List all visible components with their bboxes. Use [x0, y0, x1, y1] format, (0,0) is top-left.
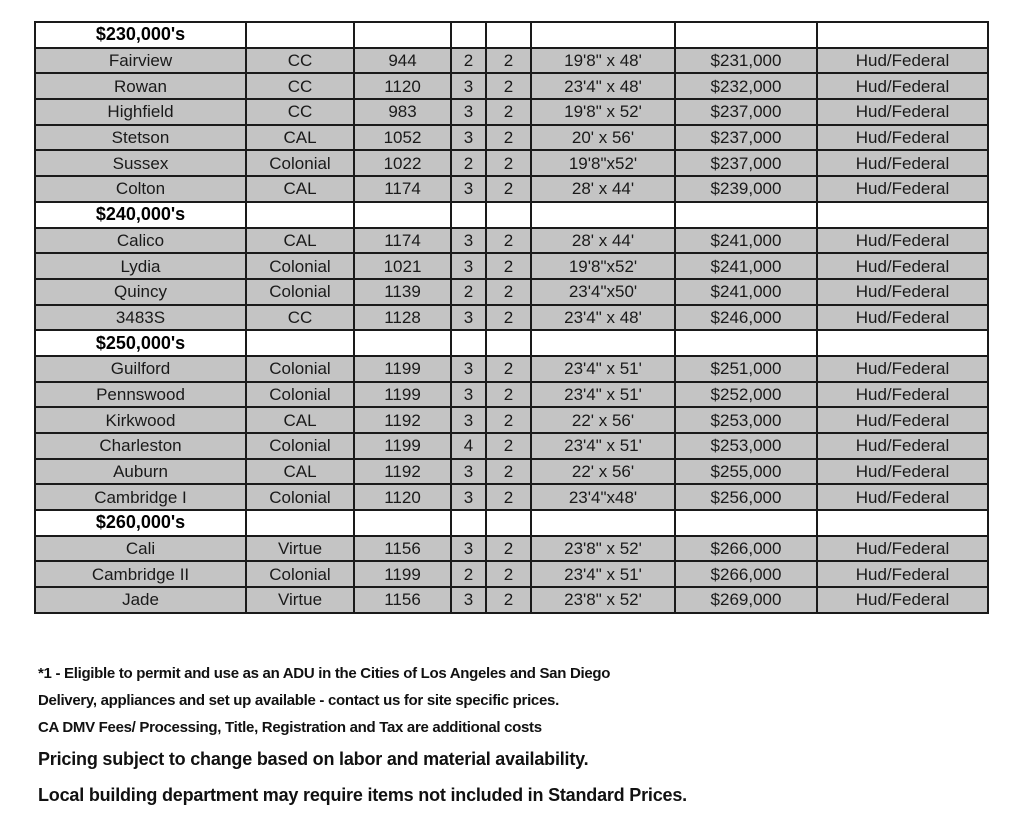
empty-cell	[451, 330, 486, 356]
bedrooms: 3	[451, 99, 486, 125]
square-feet: 1192	[354, 459, 451, 485]
square-feet: 1199	[354, 382, 451, 408]
square-feet: 1174	[354, 176, 451, 202]
price: $232,000	[675, 73, 817, 99]
footnotes	[38, 660, 998, 813]
empty-cell	[817, 202, 988, 228]
square-feet: 1052	[354, 125, 451, 151]
dimensions: 23'4"x48'	[531, 484, 675, 510]
code: Hud/Federal	[817, 176, 988, 202]
price: $241,000	[675, 279, 817, 305]
dimensions: 23'8" x 52'	[531, 536, 675, 562]
empty-cell	[246, 22, 354, 48]
bedrooms: 3	[451, 587, 486, 613]
dimensions: 28' x 44'	[531, 228, 675, 254]
empty-cell	[675, 22, 817, 48]
bedrooms: 3	[451, 382, 486, 408]
builder: CC	[246, 73, 354, 99]
bathrooms: 2	[486, 279, 531, 305]
price: $239,000	[675, 176, 817, 202]
bathrooms: 2	[486, 484, 531, 510]
empty-cell	[486, 22, 531, 48]
builder: Colonial	[246, 356, 354, 382]
dimensions: 23'4" x 48'	[531, 73, 675, 99]
footnote-building-dept: Local building department may require items not included in Standard Prices.	[38, 785, 687, 805]
dimensions: 23'4" x 51'	[531, 356, 675, 382]
bedrooms: 3	[451, 73, 486, 99]
code: Hud/Federal	[817, 536, 988, 562]
model-name: Colton	[35, 176, 246, 202]
model-name: Calico	[35, 228, 246, 254]
empty-cell	[817, 22, 988, 48]
table-row	[35, 279, 988, 305]
bathrooms: 2	[486, 228, 531, 254]
table-row	[35, 561, 988, 587]
table-row	[35, 125, 988, 151]
dimensions: 19'8"x52'	[531, 150, 675, 176]
table-row	[35, 356, 988, 382]
square-feet: 1128	[354, 305, 451, 331]
bedrooms: 2	[451, 48, 486, 74]
footnote-delivery: Delivery, appliances and set up available - contact us for site specific prices.	[38, 692, 559, 709]
price: $241,000	[675, 253, 817, 279]
square-feet: 983	[354, 99, 451, 125]
model-name: Quincy	[35, 279, 246, 305]
price: $231,000	[675, 48, 817, 74]
empty-cell	[451, 510, 486, 536]
dimensions: 23'4" x 51'	[531, 382, 675, 408]
dimensions: 23'4" x 48'	[531, 305, 675, 331]
square-feet: 1199	[354, 561, 451, 587]
model-name: Jade	[35, 587, 246, 613]
builder: CAL	[246, 125, 354, 151]
code: Hud/Federal	[817, 253, 988, 279]
price-group-header	[35, 510, 988, 536]
bedrooms: 2	[451, 150, 486, 176]
price: $266,000	[675, 561, 817, 587]
empty-cell	[531, 202, 675, 228]
price: $252,000	[675, 382, 817, 408]
builder: CC	[246, 48, 354, 74]
bathrooms: 2	[486, 73, 531, 99]
square-feet: 1120	[354, 73, 451, 99]
square-feet: 1174	[354, 228, 451, 254]
bathrooms: 2	[486, 587, 531, 613]
table-row	[35, 382, 988, 408]
group-label: $250,000's	[35, 330, 246, 356]
bedrooms: 3	[451, 253, 486, 279]
code: Hud/Federal	[817, 382, 988, 408]
builder: Virtue	[246, 536, 354, 562]
model-name: Cambridge I	[35, 484, 246, 510]
table-row	[35, 253, 988, 279]
table-row	[35, 587, 988, 613]
model-name: Fairview	[35, 48, 246, 74]
bathrooms: 2	[486, 459, 531, 485]
bathrooms: 2	[486, 433, 531, 459]
code: Hud/Federal	[817, 125, 988, 151]
builder: Colonial	[246, 484, 354, 510]
empty-cell	[531, 330, 675, 356]
model-name: Stetson	[35, 125, 246, 151]
square-feet: 1156	[354, 536, 451, 562]
price: $241,000	[675, 228, 817, 254]
empty-cell	[486, 330, 531, 356]
home-price-table	[34, 21, 989, 614]
price: $246,000	[675, 305, 817, 331]
table-row	[35, 73, 988, 99]
price: $237,000	[675, 125, 817, 151]
bedrooms: 3	[451, 176, 486, 202]
bathrooms: 2	[486, 253, 531, 279]
bathrooms: 2	[486, 125, 531, 151]
square-feet: 1139	[354, 279, 451, 305]
model-name: Guilford	[35, 356, 246, 382]
code: Hud/Federal	[817, 407, 988, 433]
square-feet: 1199	[354, 356, 451, 382]
bedrooms: 3	[451, 125, 486, 151]
model-name: Charleston	[35, 433, 246, 459]
builder: CAL	[246, 459, 354, 485]
builder: Colonial	[246, 561, 354, 587]
empty-cell	[354, 510, 451, 536]
dimensions: 23'4" x 51'	[531, 433, 675, 459]
builder: CAL	[246, 228, 354, 254]
bathrooms: 2	[486, 382, 531, 408]
table-row	[35, 459, 988, 485]
price: $255,000	[675, 459, 817, 485]
bathrooms: 2	[486, 48, 531, 74]
empty-cell	[817, 510, 988, 536]
price: $256,000	[675, 484, 817, 510]
price: $237,000	[675, 150, 817, 176]
price: $253,000	[675, 433, 817, 459]
builder: Colonial	[246, 253, 354, 279]
footnote-dmv-fees: CA DMV Fees/ Processing, Title, Registration and Tax are additional costs	[38, 719, 542, 736]
price: $266,000	[675, 536, 817, 562]
model-name: Kirkwood	[35, 407, 246, 433]
bathrooms: 2	[486, 407, 531, 433]
empty-cell	[246, 510, 354, 536]
bedrooms: 3	[451, 484, 486, 510]
code: Hud/Federal	[817, 459, 988, 485]
table-row	[35, 228, 988, 254]
empty-cell	[354, 22, 451, 48]
builder: Colonial	[246, 279, 354, 305]
dimensions: 22' x 56'	[531, 459, 675, 485]
table-row	[35, 536, 988, 562]
builder: Virtue	[246, 587, 354, 613]
table-row	[35, 176, 988, 202]
code: Hud/Federal	[817, 48, 988, 74]
group-label: $260,000's	[35, 510, 246, 536]
empty-cell	[451, 202, 486, 228]
code: Hud/Federal	[817, 99, 988, 125]
bedrooms: 3	[451, 459, 486, 485]
table-row	[35, 150, 988, 176]
bedrooms: 3	[451, 228, 486, 254]
model-name: Rowan	[35, 73, 246, 99]
square-feet: 1156	[354, 587, 451, 613]
bedrooms: 3	[451, 356, 486, 382]
builder: Colonial	[246, 382, 354, 408]
dimensions: 23'8" x 52'	[531, 587, 675, 613]
group-label: $230,000's	[35, 22, 246, 48]
price: $253,000	[675, 407, 817, 433]
bathrooms: 2	[486, 99, 531, 125]
price-group-header	[35, 202, 988, 228]
dimensions: 22' x 56'	[531, 407, 675, 433]
empty-cell	[354, 330, 451, 356]
dimensions: 19'8"x52'	[531, 253, 675, 279]
table-row	[35, 407, 988, 433]
empty-cell	[486, 202, 531, 228]
model-name: Auburn	[35, 459, 246, 485]
empty-cell	[817, 330, 988, 356]
bedrooms: 3	[451, 536, 486, 562]
code: Hud/Federal	[817, 433, 988, 459]
model-name: Cambridge II	[35, 561, 246, 587]
bathrooms: 2	[486, 561, 531, 587]
square-feet: 1120	[354, 484, 451, 510]
empty-cell	[486, 510, 531, 536]
builder: CC	[246, 99, 354, 125]
dimensions: 23'4" x 51'	[531, 561, 675, 587]
code: Hud/Federal	[817, 587, 988, 613]
price: $269,000	[675, 587, 817, 613]
table-row	[35, 305, 988, 331]
dimensions: 19'8" x 48'	[531, 48, 675, 74]
dimensions: 19'8" x 52'	[531, 99, 675, 125]
price-group-header	[35, 22, 988, 48]
bedrooms: 4	[451, 433, 486, 459]
price-group-header	[35, 330, 988, 356]
code: Hud/Federal	[817, 279, 988, 305]
empty-cell	[675, 330, 817, 356]
price: $251,000	[675, 356, 817, 382]
square-feet: 1021	[354, 253, 451, 279]
builder: Colonial	[246, 433, 354, 459]
bathrooms: 2	[486, 176, 531, 202]
model-name: Highfield	[35, 99, 246, 125]
table-row	[35, 433, 988, 459]
group-label: $240,000's	[35, 202, 246, 228]
empty-cell	[531, 22, 675, 48]
square-feet: 1199	[354, 433, 451, 459]
dimensions: 23'4"x50'	[531, 279, 675, 305]
square-feet: 1192	[354, 407, 451, 433]
empty-cell	[246, 202, 354, 228]
code: Hud/Federal	[817, 356, 988, 382]
builder: Colonial	[246, 150, 354, 176]
model-name: Lydia	[35, 253, 246, 279]
model-name: Sussex	[35, 150, 246, 176]
bedrooms: 2	[451, 561, 486, 587]
empty-cell	[675, 202, 817, 228]
code: Hud/Federal	[817, 73, 988, 99]
builder: CAL	[246, 176, 354, 202]
code: Hud/Federal	[817, 228, 988, 254]
code: Hud/Federal	[817, 484, 988, 510]
bedrooms: 3	[451, 407, 486, 433]
empty-cell	[246, 330, 354, 356]
bathrooms: 2	[486, 536, 531, 562]
model-name: Cali	[35, 536, 246, 562]
code: Hud/Federal	[817, 561, 988, 587]
empty-cell	[675, 510, 817, 536]
square-feet: 944	[354, 48, 451, 74]
code: Hud/Federal	[817, 150, 988, 176]
dimensions: 20' x 56'	[531, 125, 675, 151]
bathrooms: 2	[486, 356, 531, 382]
dimensions: 28' x 44'	[531, 176, 675, 202]
code: Hud/Federal	[817, 305, 988, 331]
price: $237,000	[675, 99, 817, 125]
bedrooms: 3	[451, 305, 486, 331]
empty-cell	[354, 202, 451, 228]
model-name: Pennswood	[35, 382, 246, 408]
empty-cell	[451, 22, 486, 48]
empty-cell	[531, 510, 675, 536]
bedrooms: 2	[451, 279, 486, 305]
bathrooms: 2	[486, 305, 531, 331]
square-feet: 1022	[354, 150, 451, 176]
model-name: 3483S	[35, 305, 246, 331]
table-row	[35, 99, 988, 125]
table-row	[35, 484, 988, 510]
builder: CC	[246, 305, 354, 331]
footnote-pricing-change: Pricing subject to change based on labor and material availability.	[38, 749, 589, 769]
footnote-adu: *1 - Eligible to permit and use as an ADU in the Cities of Los Angeles and San Diego	[38, 665, 611, 682]
table-row	[35, 48, 988, 74]
bathrooms: 2	[486, 150, 531, 176]
builder: CAL	[246, 407, 354, 433]
